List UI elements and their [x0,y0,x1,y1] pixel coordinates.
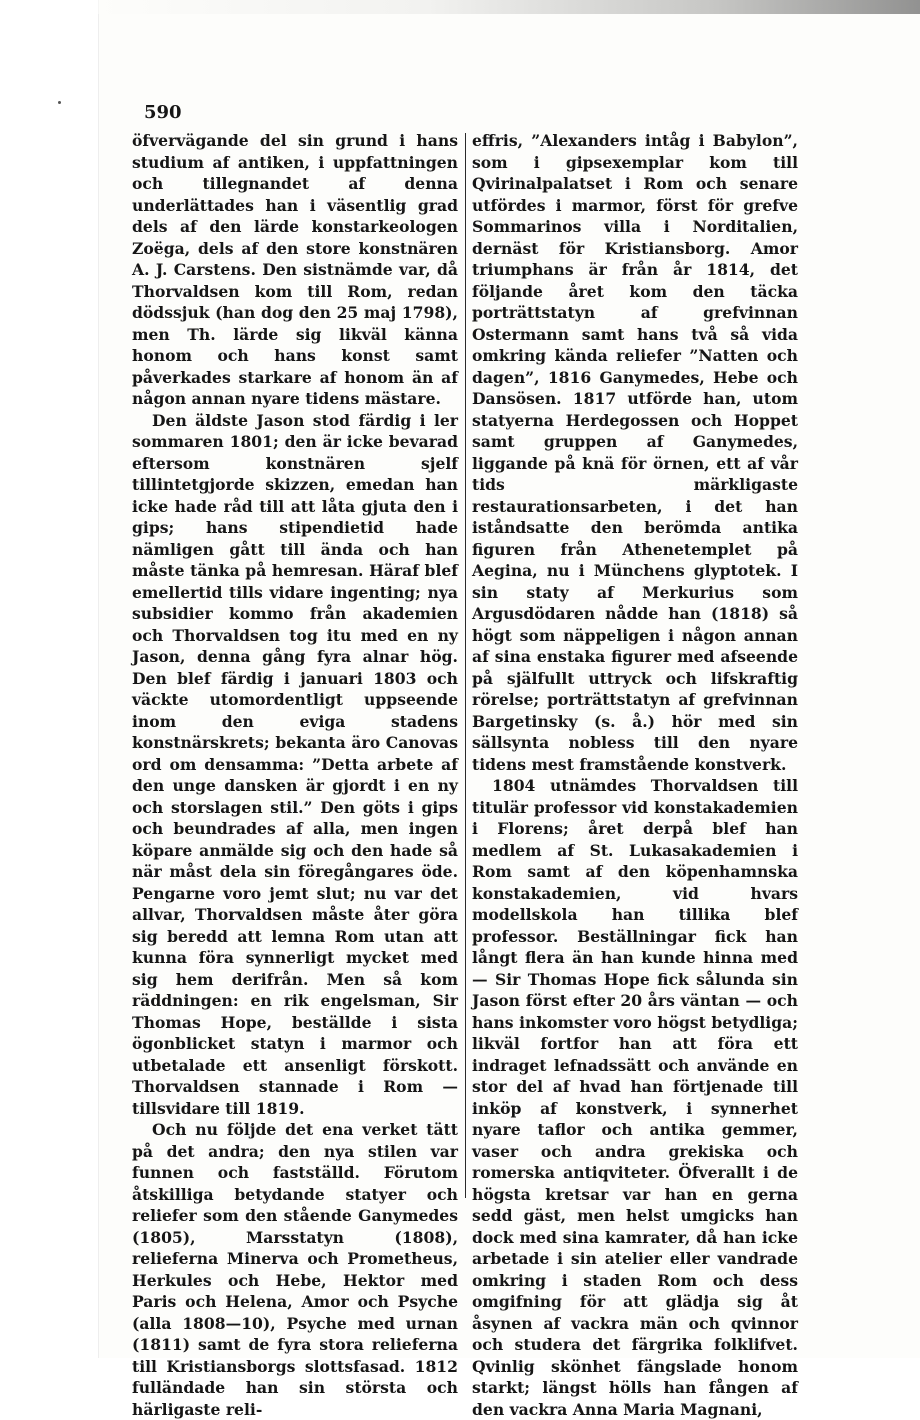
right-column [472,130,798,1420]
scan-edge-shadow [98,0,920,14]
right-paragraph-1: effris, ”Alexanders intåg i Babylon”, som i gipsexemplar kom till Qvirinalpalatset i Rom och senare utfördes i marmor, först för grefve Sommarinos villa i Norditalien, dernäst för Kristiansborg. Amor triumphans är från år 1814, det följande året kom den täcka porträttstatyn af grefvinnan Ostermann samt hans två så vida omkring kända reliefer ”Natten och dagen”, 1816 Ganymedes, Hebe och Dansösen. 1817 utförde han, utom statyerna Herdegossen och Hoppet samt gruppen af Ganymedes, liggande på knä för örnen, ett af vår tids märkligaste restaurationsarbeten, i det han iståndsatte den berömda antika figuren från Athenetemplet på Aegina, nu i Münchens glyptotek. I sin staty af Merkurius som Argusdödaren nådde han (1818) så högt som näppeligen i någon annan af sina enstaka figurer med afseende på själfullt uttryck och lifskraftig rörelse; porträttstatyn af grefvinnan Bargetinsky (s. å.) hör med sin sällsynta nobless till den nyare tidens mest framstående konstverk. [472,131,798,774]
scan-speck [58,101,61,104]
left-paragraph-3: Och nu följde det ena verket tätt på det andra; den nya stilen var funnen och fastställd. Förutom åtskilliga betydande statyer och reliefer som den stående Ganymedes (1805), Marsstatyn (1808), relieferna Minerva och Prometheus, Herkules och Hebe, Hektor med Paris och Helena, Amor och Psyche (alla 1808—10), Psyche med urnan (1811) samt de fyra stora relieferna till Kristiansborgs slottsfasad. 1812 fulländade han sin största och härligaste reli- [132,1120,458,1419]
right-paragraph-2: 1804 utnämdes Thorvaldsen till titulär professor vid konstakademien i Florens; året derpå blef han medlem af St. Lukasakademien i Rom samt af den köpenhamnska konstakademien, vid hvars modellskola han tillika blef professor. Beställningar fick han långt flera än han kunde hinna med — Sir Thomas Hope fick sålunda sin Jason först efter 20 års väntan — och hans inkomster voro högst betydliga; likväl fortfor han att föra ett indraget lefnadssätt och använde en stor del af hvad han förtjenade till inköp af konstverk, i synnerhet nyare taflor och antika gemmer, vaser och andra grekiska och romerska antiqviteter. Öfverallt i de högsta kretsar var han en gerna sedd gäst, men helst umgicks han dock med sina kamrater, då han icke arbetade i sin atelier eller vandrade omkring i staden Rom och dess omgifning för att glädja sig åt åsynen af vackra män och qvinnor och studera det färgrika folklifvet. Qvinlig skönhet fängslade honom starkt; längst hölls han fången af den vackra Anna Maria Magnani, [472,776,798,1419]
left-column [132,130,458,1420]
left-paragraph-1: öfvervägande del sin grund i hans studium af antiken, i uppfattningen och tillegnandet af denna underlättades han i väsentlig grad dels af den lärde konstarkeologen Zoëga, dels af den store konstnären A. J. Carstens. Den sistnämde var, då Thorvaldsen kom till Rom, redan dödssjuk (han dog den 25 maj 1798), men Th. lärde sig likväl känna honom och hans konst samt påverkades starkare af honom än af någon annan nyare tidens mästare. [132,131,458,408]
left-paragraph-2: Den äldste Jason stod färdig i ler sommaren 1801; den är icke bevarad eftersom konstnären sjelf tillintetgjorde skizzen, emedan han icke hade råd till att låta gjuta den i gips; hans stipendietid hade nämligen gått till ända och han måste tänka på hemresan. Häraf blef emellertid tills vidare ingenting; nya subsidier kommo från akademien och Thorvaldsen tog itu med en ny Jason, denna gång fyra alnar hög. Den blef färdig i januari 1803 och väckte utomordentligt uppseende inom den eviga stadens konstnärskrets; bekanta äro Canovas ord om densamma: ”Detta arbete af den unge dansken är gjordt i en ny och storslagen stil.” Den göts i gips och beundrades af alla, men ingen köpare anmälde sig och den hade så när måst dela sin föregångares öde. Pengarne voro jemt slut; nu var det allvar, Thorvaldsen måste åter göra sig beredd att lemna Rom utan att kunna föra synnerligt mycket med sig hem derifrån. Men så kom räddningen: en rik engelsman, Sir Thomas Hope, beställde i sista ögonblicket statyn i marmor och utbetalade ett ansenligt förskott. Thorvaldsen stannade i Rom — tillsvidare till 1819. [132,410,458,1118]
page-number: 590 [144,102,182,123]
column-divider [465,133,466,1198]
